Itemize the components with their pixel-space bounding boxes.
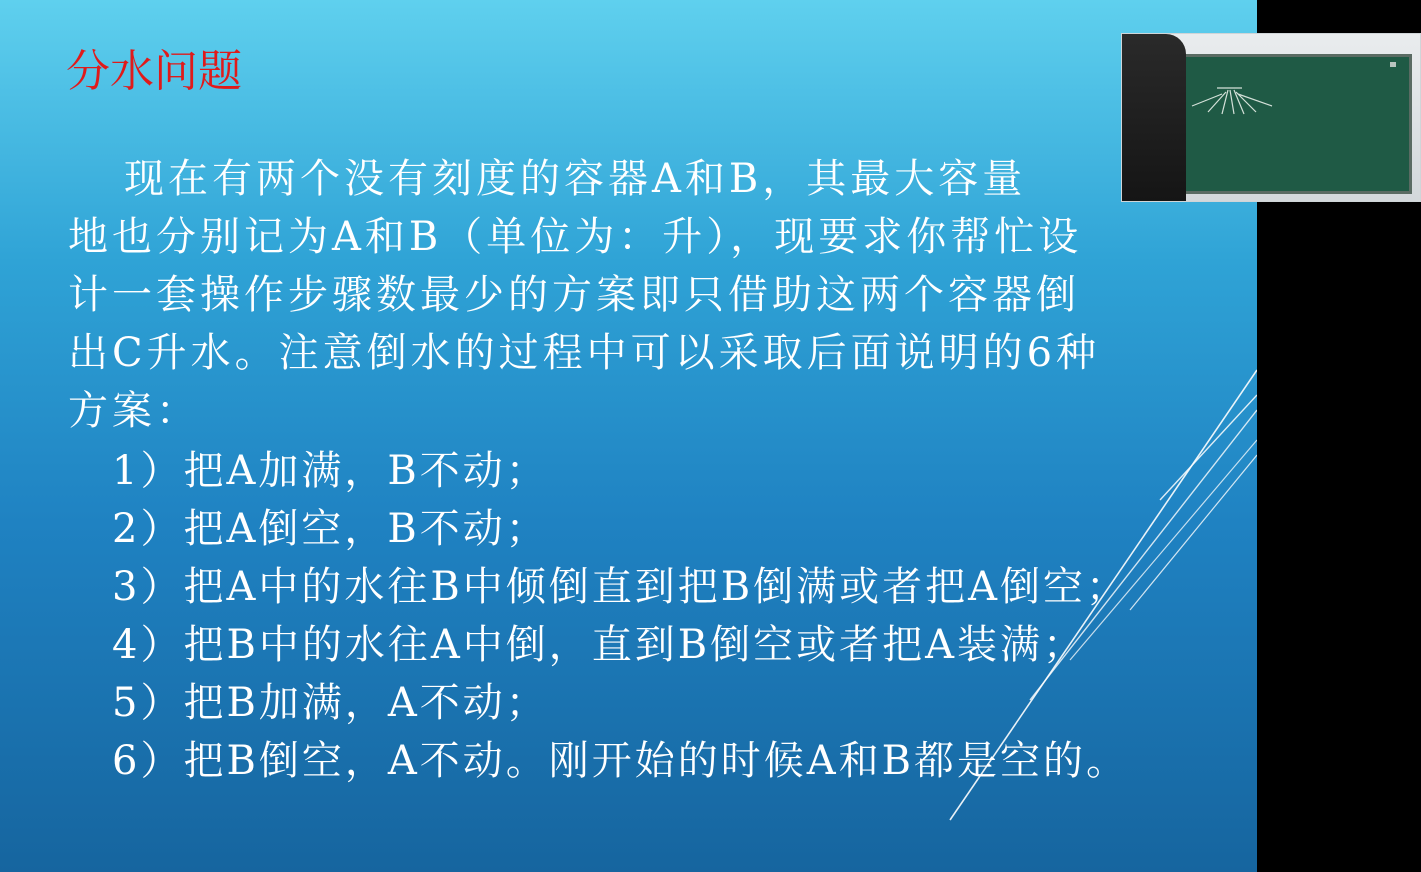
list-item: 3）把A中的水往B中倾倒直到把B倒满或者把A倒空； [112,564,1130,610]
list-item: 5）把B加满，A不动； [112,680,549,726]
slide-title: 分水问题 [66,46,242,97]
paragraph-line: 方案： [68,388,200,434]
list-item: 6）把B倒空，A不动。刚开始的时候A和B都是空的。 [112,738,1130,784]
paragraph-line: 现在有两个没有刻度的容器A和B，其最大容量 [80,156,1027,202]
webcam-overlay [1121,33,1421,202]
paragraph-line: 地也分别记为A和B（单位为：升），现要求你帮忙设 [68,214,1083,260]
list-item: 4）把B中的水往A中倒，直到B倒空或者把A装满； [112,622,1087,668]
list-item: 2）把A倒空，B不动； [112,506,549,552]
lecturer [1122,34,1186,201]
paragraph-line: 计一套操作步骤数最少的方案即只借助这两个容器倒 [68,272,1080,318]
paragraph-line: 出C升水。注意倒水的过程中可以采取后面说明的6种 [68,330,1101,376]
list-item: 1）把A加满，B不动； [112,448,549,494]
